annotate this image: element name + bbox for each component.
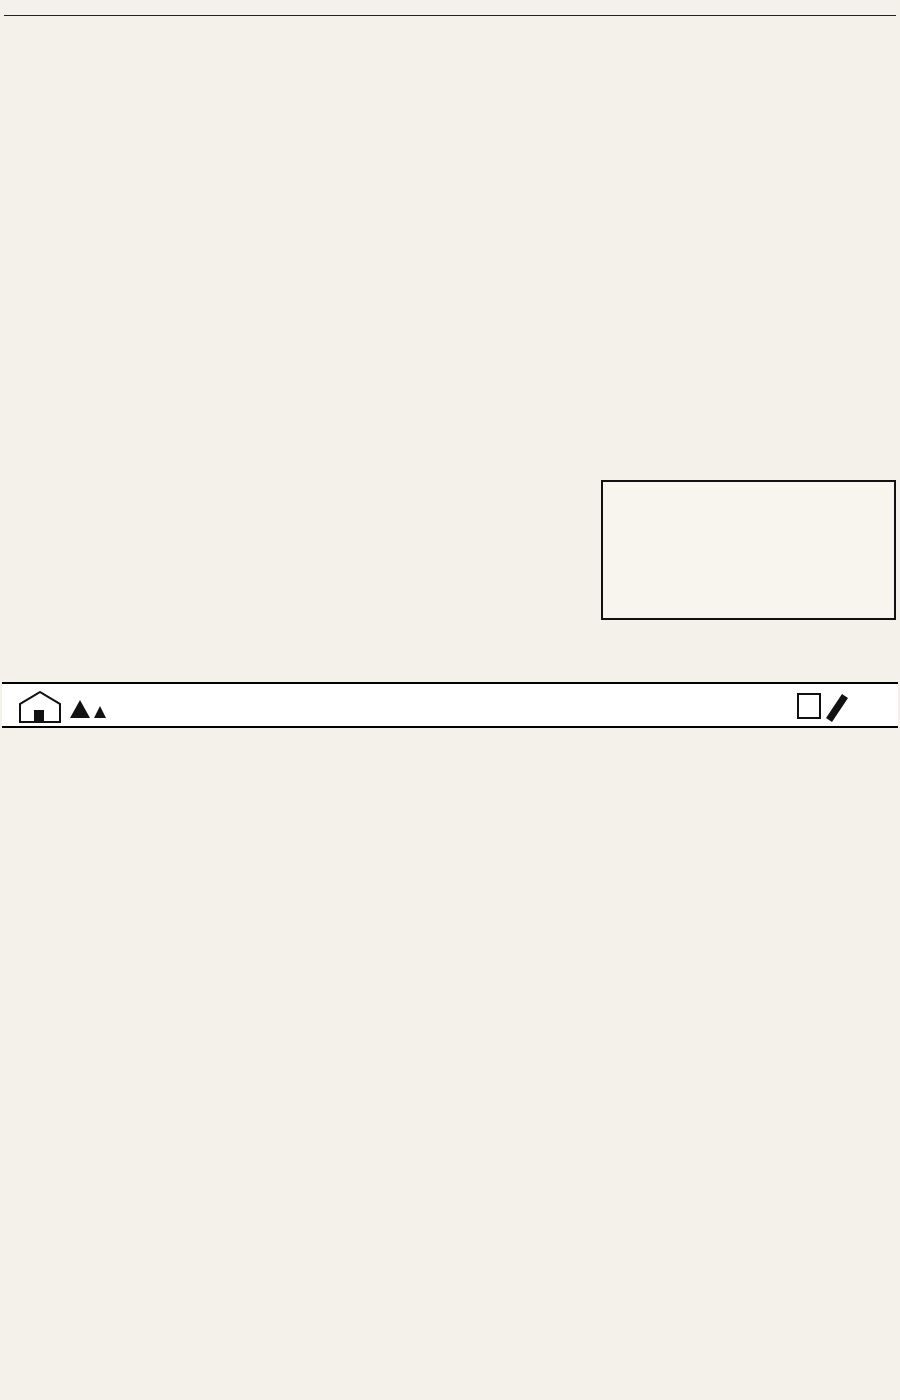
antique-enterprises-ad (601, 480, 896, 620)
service-guide-section (2, 730, 898, 1398)
tools-ornament-icon (792, 688, 852, 724)
page-folio (4, 2, 896, 16)
house-ornament-icon (10, 688, 110, 724)
guide-title (142, 686, 762, 718)
home-service-guide-banner (2, 682, 898, 728)
